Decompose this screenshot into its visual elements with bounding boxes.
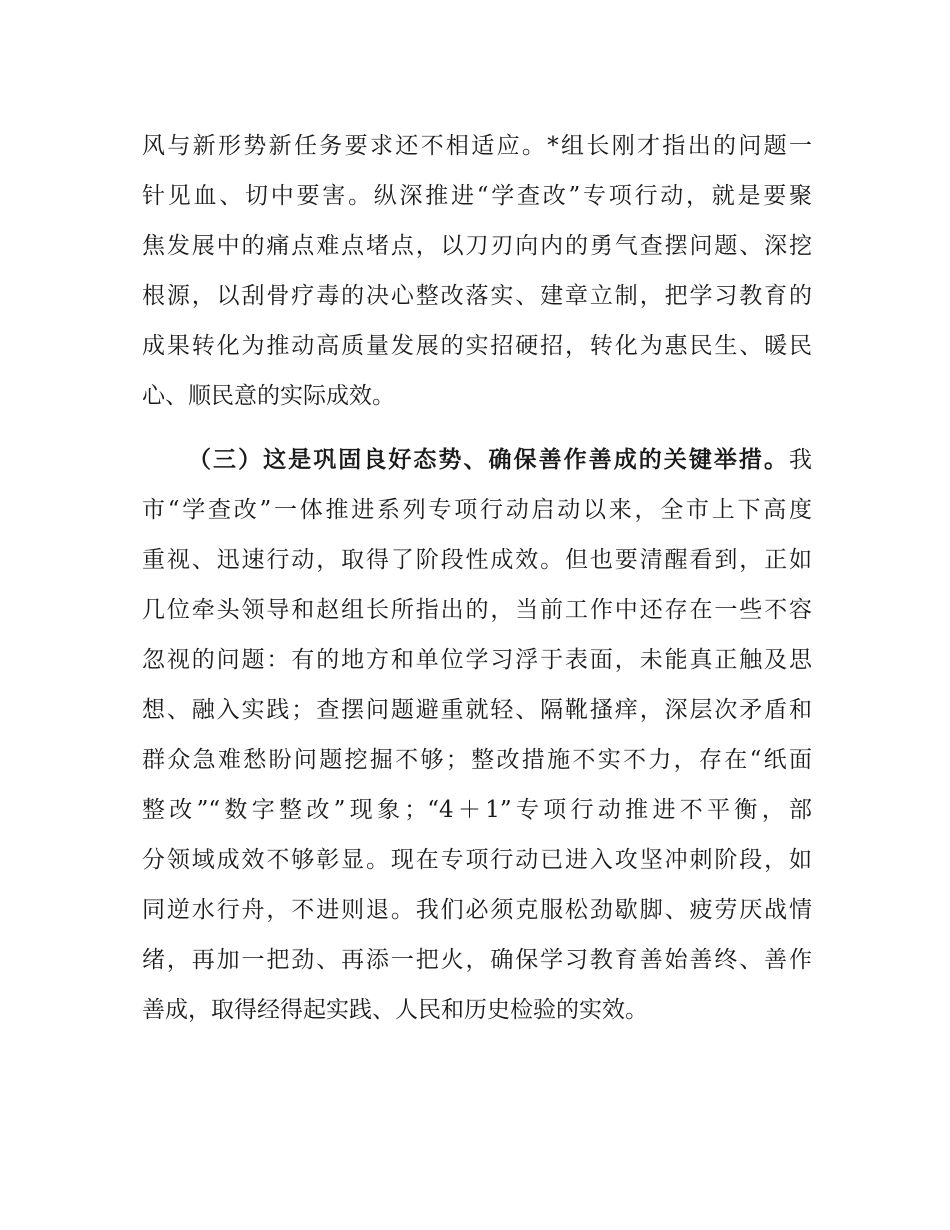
document-body [142, 121, 812, 1035]
paragraph-2 [142, 435, 812, 1035]
heading-line-rest: 我 [789, 447, 812, 473]
text-line: 风与新形势新任务要求还不相适应。*组长刚才指出的问题一 [142, 133, 812, 159]
text-line: 分领域成效不够彰显。现在专项行动已进入攻坚冲刺阶段，如 [142, 847, 812, 873]
text-line: 整改”“数字整改”现象；“4＋1”专项行动推进不平衡，部 [142, 797, 812, 823]
text-line: 市“学查改”一体推进系列专项行动启动以来，全市上下高度 [142, 497, 812, 523]
text-line: 几位牵头领导和赵组长所指出的，当前工作中还存在一些不容 [142, 597, 812, 623]
text-line: 针见血、切中要害。纵深推进“学查改”专项行动，就是要聚 [142, 183, 812, 209]
text-line: 焦发展中的痛点难点堵点，以刀刃向内的勇气查摆问题、深挖 [142, 233, 812, 259]
text-line: 忽视的问题：有的地方和单位学习浮于表面，未能真正触及思 [142, 647, 812, 673]
paragraph-1 [142, 121, 812, 421]
text-line: 群众急难愁盼问题挖掘不够；整改措施不实不力，存在“纸面 [142, 747, 812, 773]
text-line: 善成，取得经得起实践、人民和历史检验的实效。 [142, 997, 648, 1023]
text-line [142, 435, 812, 485]
text-line: 想、融入实践；查摆问题避重就轻、隔靴搔痒，深层次矛盾和 [142, 697, 812, 723]
text-line: 绪，再加一把劲、再添一把火，确保学习教育善始善终、善作 [142, 947, 812, 973]
text-line: 同逆水行舟，不进则退。我们必须克服松劲歇脚、疲劳厌战情 [142, 897, 812, 923]
text-line: 根源，以刮骨疗毒的决心整改落实、建章立制，把学习教育的 [142, 283, 812, 309]
text-line: 重视、迅速行动，取得了阶段性成效。但也要清醒看到，正如 [142, 547, 812, 573]
section-heading: （三）这是巩固良好态势、确保善作善成的关键举措。 [188, 446, 789, 473]
text-line: 成果转化为推动高质量发展的实招硬招，转化为惠民生、暖民 [142, 333, 812, 359]
text-line: 心、顺民意的实际成效。 [142, 383, 395, 409]
